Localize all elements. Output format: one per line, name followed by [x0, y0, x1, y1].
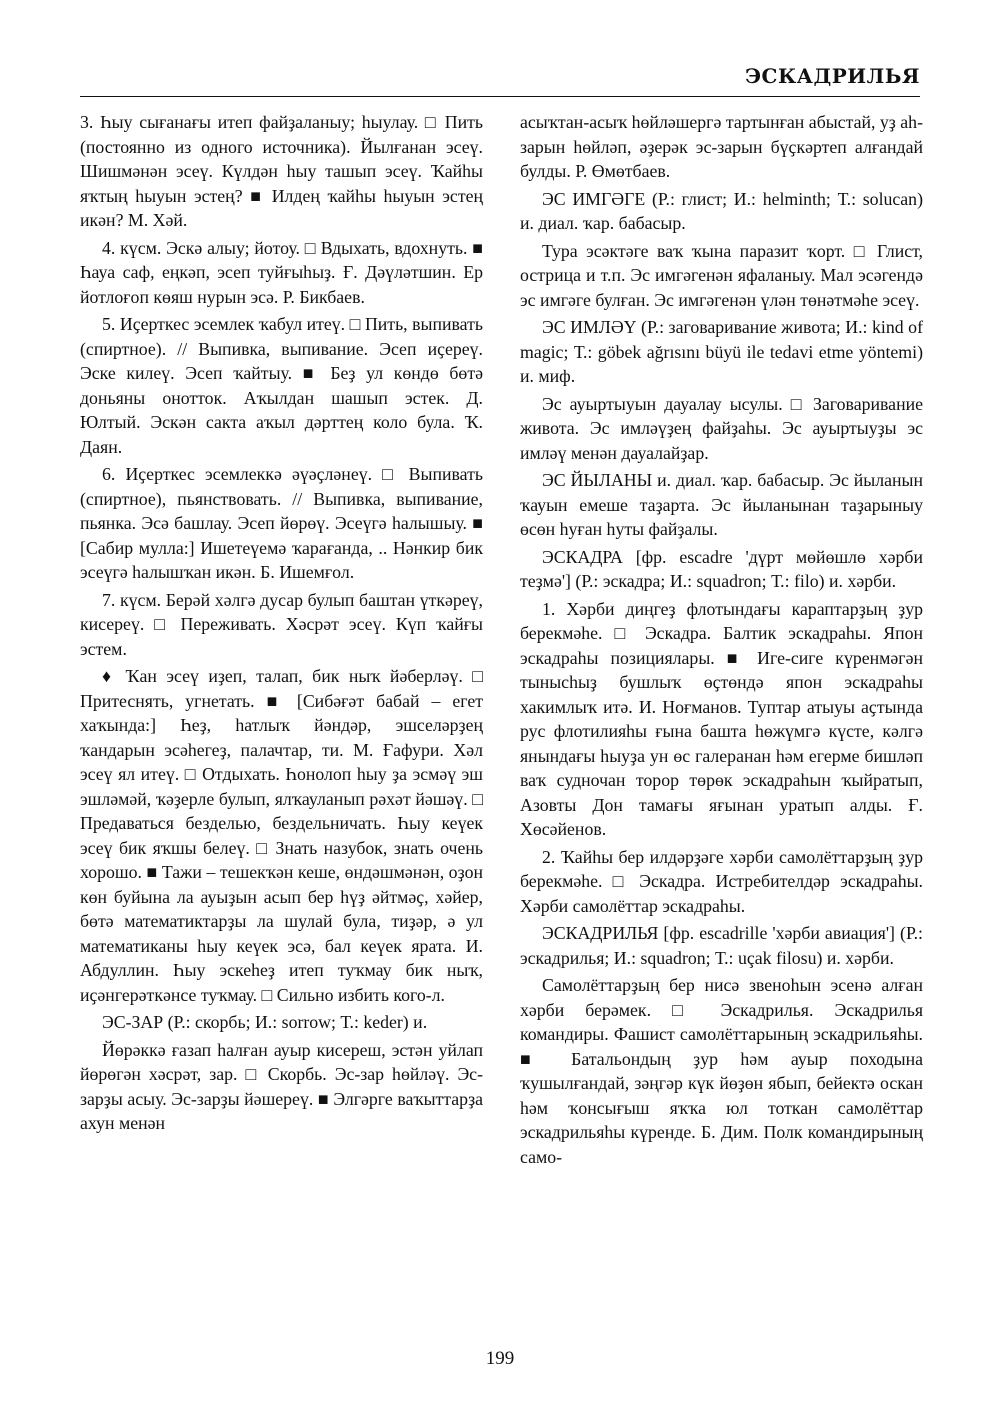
entry-paragraph: Самолёттарҙың бер нисә звеноһын эсенә алған хәрби берәмек. □ Эскадрилья. Эскадрилья командиры. Фашист самолёттарының эскадрильяһы. ■ Батальондың ҙур һәм ауыр походына ҡушылғандай, зәңгәр күк йөҙөн ябып, бейектә оскан һәм ҡонсығыш яҡҡа юл тоткан самолёттар эскадрильяһы күренде. Б. Дим. Полк командирының само- — [520, 975, 923, 1167]
headword-entry: ЭС ИМГӘГЕ (Р.: глист; И.: helminth; Т.: solucan) и. диал. ҡар. бабасыр. — [520, 188, 923, 233]
entry-paragraph: 7. күсм. Берәй хәлгә дусар булып баштан үткәреү, кисереү. □ Переживать. Хәсрәт эсеү. Күп ҡайғы эстем. — [80, 589, 483, 659]
entry-paragraph: асыҡтан-асыҡ һөйләшергә тартынған абыстай, уҙ ah-зарын һөйләп, әҙерәк эс-зарын бүҫкәртеп алғандай булды. Р. Өмөтбаев. — [520, 112, 923, 181]
left-column — [80, 110, 483, 1139]
entry-paragraph: Йөрәккә ғазап һалған ауыр кисереш, эстән уйлап йөрөгән хәсрәт, зар. □ Скорбь. Эс-зар һөйләү. Эс-зарҙы асыу. Эс-зарҙы йәшереү. ■ Элгәрге ваҡыттарҙа ахун менән — [80, 1039, 483, 1133]
entry-paragraph: 3. Һыу сығанағы итеп файҙаланыу; һыулау. □ Пить (постоянно из одного источника). Йылғанан эсеү. Шишмәнән эсеү. Күлдән һыу ташып эсеү. Ҡайһы яҡтың һыуын эстең? ■ Илдең ҡайһы һыуын эстең икән? М. Хәй. — [80, 112, 483, 230]
running-head: ЭСКАДРИЛЬЯ — [745, 64, 920, 88]
entry-paragraph: ♦ Ҡан эсеү иҙеп, талап, бик ныҡ йәберләү. □ Притеснять, угнетать. ■ [Сибәғәт бабай – егет хаҡында:] Һеҙ, һатлыҡ йәндәр, эшселәрҙең ҡандарын эсәһегеҙ, палачтар, ти. М. Ғафури. Хәл эсеү ял итеү. □ Отдыхать. Һонолоп һыу ҙа эсмәү эш эшләмәй, ҡәҙерле булып, ялҡауланып рәхәт йәшәү. □ Предаваться безделью, бездельничать. Һыу кеүек эсеү бик яҡшы белеү. □ Знать назубок, знать очень хорошо. ■ Тажи – тешекҡән кеше, өндәшмәнән, оҙон көн буйына ла ауыҙын асып бер һүҙ әйтмәҫ, хәйер, бөтә математиктарҙы ла шулай була, тиҙәр, ә ул математиканы һыу кеүек эсә, бал кеүек ярата. И. Абдуллин. Һыу эскеһеҙ итеп туҡмау бик ныҡ, иҫәнгерәткәнсе туҡмау. □ Сильно избить кого-л. — [80, 666, 483, 1005]
entry-paragraph: 1. Хәрби диңгеҙ флотындағы караптарҙың ҙур берекмәһе. □ Эскадра. Балтик эскадраһы. Япон эскадраһы позициялары. ■ Иге-сиге күренмәгән тынысһыҙ бушлыҡ өҫтөндә япон эскадраһы хакимлыҡ итә. И. Ноғманов. Туптар атыуы аҫтында рус флотилияһы ғына башта һөжүмгә күсте, кәлгә янындағы һыуҙа ун өс галеранан һәм егерме бишләп ваҡ судночан торор төрөк эскадраһын ҡыйратып, Азовты Дон тамағы яғынан уратып алды. Ғ. Хөсәйенов. — [520, 598, 923, 839]
entry-paragraph: Тура эсәктәге ваҡ ҡына паразит ҡорт. □ Глист, острица и т.п. Эс имгәгенән яфаланыу. Мал эсәгендә эс имгәге булған. Эс имгәгенән үлән төнәтмәһе эсеү. — [520, 240, 923, 310]
page-number: 199 — [485, 1348, 515, 1369]
header-rule — [80, 96, 920, 97]
headword-entry: ЭС ЙЫЛАНЫ и. диал. ҡар. бабасыр. Эс йыланын ҡауын емеше таҙарта. Эс йыланынан таҙарыныу өсөн һуған һуты файҙалы. — [520, 470, 923, 539]
entry-paragraph: 6. Иҫерткес эсемлеккә әүәҫләнеү. □ Выпивать (спиртное), пьянствовать. // Выпивка, выпивание, пьянка. Эсә башлау. Эсеп йөрөү. Эсеүгә һалышыу. ■ [Сабир мулла:] Ишетеүемә ҡарағанда, .. Нәнкир бик эсеүгә һалышҡан икән. Б. Ишемғол. — [80, 464, 483, 582]
entry-paragraph: 2. Ҡайһы бер илдәрҙәге хәрби самолёттарҙың ҙур берекмәһе. □ Эскадра. Истребителдәр эскадраһы. Хәрби самолёттар эскадраһы. — [520, 846, 923, 916]
headword-entry: ЭСКАДРА [фр. escadre 'дүрт мөйөшлө хәрби теҙмә'] (Р.: эскадра; И.: squadron; Т.: filo) и. хәрби. — [520, 546, 923, 591]
entry-paragraph: 4. күсм. Эскә алыу; йотоу. □ Вдыхать, вдохнуть. ■ Һауа саф, еңкәп, эсеп туйғыһыҙ. Ғ. Дәүләтшин. Ер йотлоғоп көяш нурын эсә. Р. Бикбаев. — [80, 237, 483, 307]
headword-entry: ЭСКАДРИЛЬЯ [фр. escadrille 'хәрби авиация'] (Р.: эскадрилья; И.: squadron; Т.: uçak filosu) и. хәрби. — [520, 923, 923, 968]
headword-entry: ЭС ИМЛӘҮ (Р.: заговаривание живота; И.: kind of magic; Т.: göbek ağrısını büyü ile tedavi etme yöntemi) и. миф. — [520, 317, 923, 386]
headword-entry: ЭС-ЗАР (Р.: скорбь; И.: sorrow; Т.: keder) и. — [102, 1012, 428, 1032]
right-column — [520, 110, 923, 1172]
entry-paragraph: Эс ауыртыуын дауалау ысулы. □ Заговаривание живота. Эс имләүҙең файҙаһы. Эс ауыртыуҙы эс имләү менән дауалайҙар. — [520, 393, 923, 463]
entry-paragraph: 5. Иҫерткес эсемлек ҡабул итеү. □ Пить, выпивать (спиртное). // Выпивка, выпивание. Эсеп иҫереү. Эске килеү. Эсеп ҡайтыу. ■ Беҙ ул көндө бөтә доньяны онотток. Аҡылдан шашып эстек. Д. Юлтый. Эскән сакта аҡыл дәрттең коло була. Ҡ. Даян. — [80, 314, 483, 457]
